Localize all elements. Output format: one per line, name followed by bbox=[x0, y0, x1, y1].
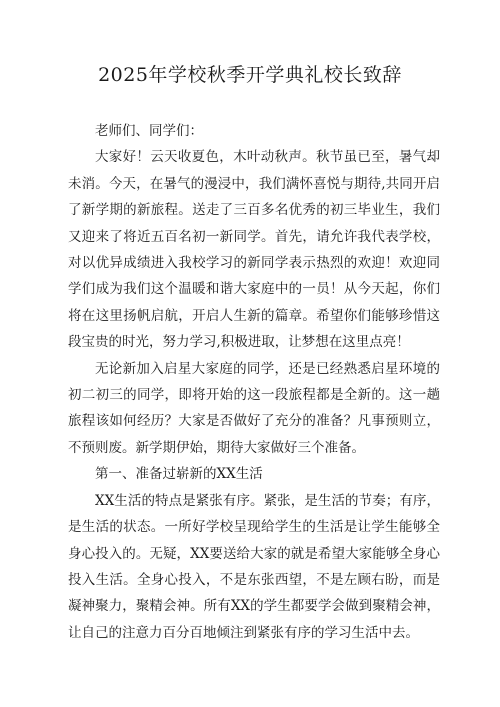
paragraph-section-one: XX生活的特点是紧张有序。紧张，是生活的节奏；有序，是生活的状态。一所好学校呈现给学生的生活是让学生能够全身心投入的。无疑，XX要送给大家的就是希望大家能够全身心投入生活。全身心投入，不是东张西望，不是左顾右盼，而是凝神聚力，聚精会神。所有XX的学生都要学会做到聚精会神，让自己的注意力百分百地倾注到紧张有序的学习生活中去。 bbox=[68, 492, 440, 641]
paragraph-journey: 无论新加入启星大家庭的同学，还是已经熟悉启星环境的初二初三的同学，即将开始的这一段旅程都是全新的。这一趟旅程该如何经历？大家是否做好了充分的准备？凡事预则立，不预则废。新学期伊始，期待大家做好三个准备。 bbox=[68, 360, 440, 456]
salutation: 老师们、同学们： bbox=[95, 123, 203, 139]
document-title: 2025年学校秋季开学典礼校长致辞 bbox=[98, 64, 402, 86]
section-heading: 第一、准备过崭新的XX生活 bbox=[95, 466, 263, 483]
document-body bbox=[68, 118, 440, 646]
paragraph-greeting: 大家好！云天收夏色，木叶动秋声。秋节虽已至，暑气却未消。今天，在暑气的漫浸中，我们满怀喜悦与期待,共同开启了新学期的新旅程。送走了三百多名优秀的初三毕业生，我们又迎来了将近五百名初一新同学。首先，请允许我代表学校，对以优异成绩进入我校学习的新同学表示热烈的欢迎！欢迎同学们成为我们这个温暖和谐大家庭中的一员！从今天起，你们将在这里扬帆启航，开启人生新的篇章。希望你们能够珍惜这段宝贵的时光，努力学习,积极进取，让梦想在这里点亮！ bbox=[68, 149, 440, 351]
